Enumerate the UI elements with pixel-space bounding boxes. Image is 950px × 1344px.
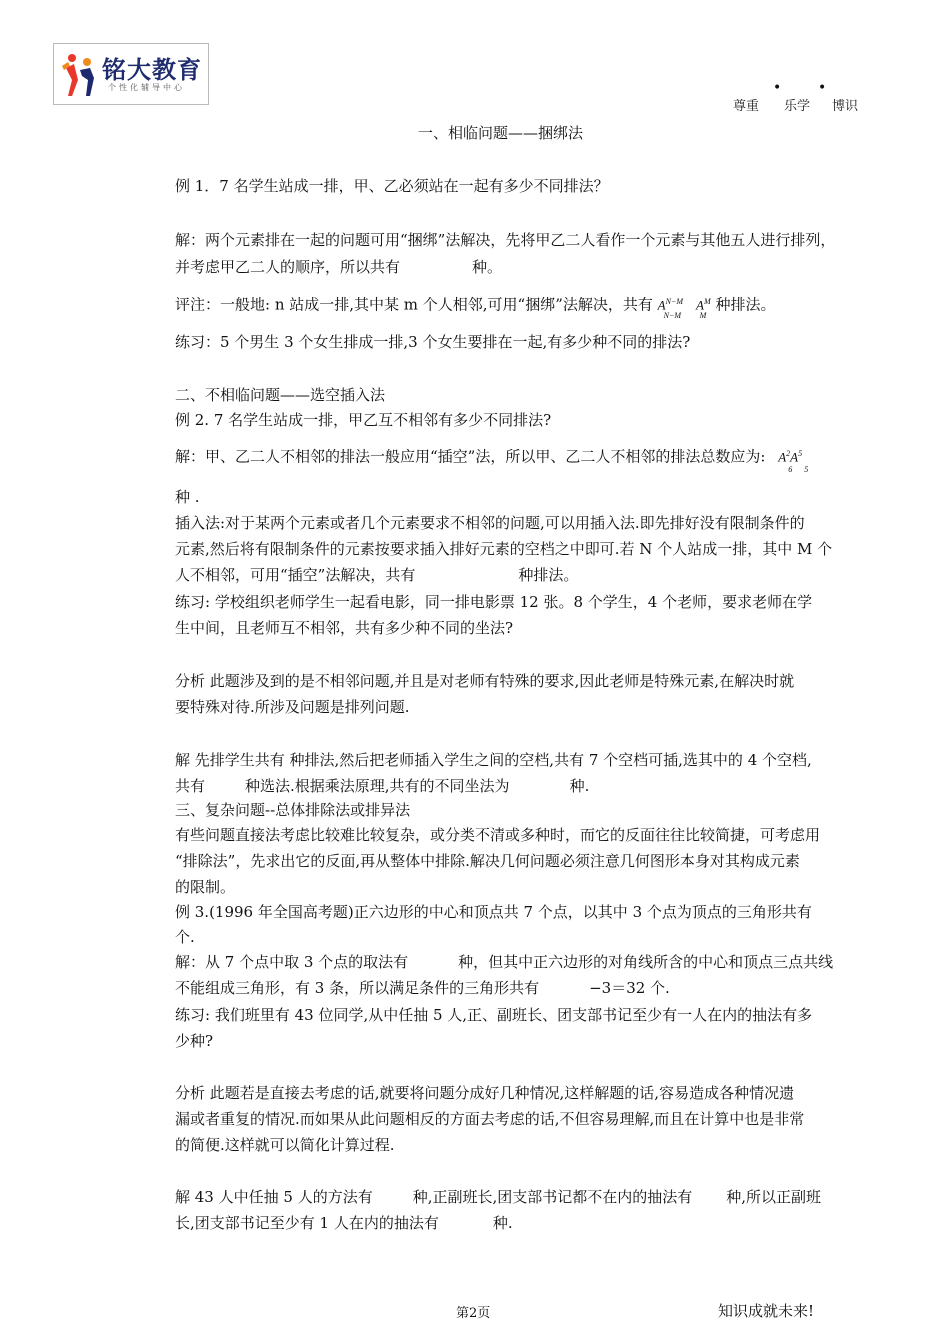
logo-text: 铭大教育 [102, 56, 202, 84]
comment-1-text-b: 种排法。 [715, 295, 776, 314]
analysis-3-line-1: 分析 此题若是直接去考虑的话,就要将问题分成好几种情况,这样解题的话,容易造成各种情况遗 [175, 1084, 795, 1102]
answer-2-line-1: 解 先排学生共有 种排法,然后把老师插入学生之间的空档,共有 7 个空档可插,选其中的 4 个空档, [175, 751, 812, 769]
solution-3-text-a: 解：从 7 个点中取 3 个点的取法有 [175, 953, 409, 971]
footer-slogan: 知识成就未来! [718, 1302, 815, 1320]
solution-1-text-b: 种。 [472, 258, 503, 276]
analysis-2-line-2: 要特殊对待.所涉及问题是排列问题. [175, 698, 410, 716]
insert-method-text-b: 种排法。 [518, 566, 579, 584]
section2-title: 二、不相临问题——选空插入法 [175, 386, 386, 404]
solution-1-line-2 [175, 256, 502, 278]
answer-2-line-2 [175, 775, 589, 797]
example-3-line-2: 个. [175, 928, 195, 946]
section3-title: 三、复杂问题--总体排除法或排异法 [175, 801, 411, 819]
solution-3-text-b: 种，但其中正六边形的对角线所含的中心和顶点三点共线 [458, 953, 834, 971]
intro-3-line-1: 有些问题直接法考虑比较难比较复杂，或分类不清或多种时，而它的反面往往比较简捷，可考虑用 [175, 826, 821, 844]
formula-insert: $A^2A^5$ 6 5 [778, 449, 809, 474]
formula-bundle: $A^{N-M}$ N−M $A^M$ M [657, 297, 711, 320]
practice-2-line-2: 生中间，且老师互不相邻，共有多少种不同的坐法? [175, 619, 514, 637]
answer-3-text-b: 种,正副班长,团支部书记都不在内的抽法有 [412, 1188, 693, 1206]
comment-1 [175, 291, 776, 320]
section1-title: 一、相临问题——捆绑法 [418, 124, 584, 142]
insert-method-line-3 [175, 564, 578, 586]
page-number: 第2页 [456, 1306, 491, 1321]
answer-3-line-1 [175, 1186, 821, 1208]
solution-2-end: 种 . [175, 488, 200, 506]
answer-3-line-2 [175, 1212, 513, 1234]
motto-knowledge: 博识 [832, 99, 859, 114]
solution-3-text-d: −3＝32 个. [589, 979, 670, 997]
intro-3-line-2: “排除法”，先求出它的反面,再从整体中排除.解决几何问题必须注意几何图形本身对其构成元素 [175, 852, 800, 870]
solution-3-line-1 [175, 951, 833, 973]
answer-2-text-c: 种. [569, 777, 590, 795]
answer-3-text-e: 种. [492, 1214, 513, 1232]
solution-3-text-c: 不能组成三角形，有 3 条，所以满足条件的三角形共有 [175, 979, 540, 997]
motto-respect: 尊重 [733, 99, 760, 114]
insert-method-text-a: 人不相邻，可用“插空”法解决，共有 [175, 566, 416, 584]
solution-2-text-a: 解：甲、乙二人不相邻的排法一般应用“插空”法，所以甲、乙二人不相邻的排法总数应为: [175, 447, 766, 466]
insert-method-line-2: 元素,然后将有限制条件的元素按要求插入排好元素的空档之中即可.若 N 个人站成一排，其中 M 个 [175, 540, 833, 558]
logo [53, 43, 209, 105]
answer-3-text-d: 长,团支部书记至少有 1 人在内的抽法有 [175, 1214, 439, 1232]
analysis-2-line-1: 分析 此题涉及到的是不相邻问题,并且是对老师有特殊的要求,因此老师是特殊元素,在解决时就 [175, 672, 795, 690]
answer-3-text-c: 种,所以正副班 [726, 1188, 822, 1206]
answer-2-text-a: 共有 [175, 777, 206, 795]
practice-3-line-1: 练习: 我们班里有 43 位同学,从中任抽 5 人,正、副班长、团支部书记至少有一人在内的抽法有多 [175, 1006, 813, 1024]
example-2: 例 2. 7 名学生站成一排，甲乙互不相邻有多少不同排法? [175, 411, 552, 429]
solution-2 [175, 443, 809, 474]
solution-1-line-1: 解：两个元素排在一起的问题可用“捆绑”法解决，先将甲乙二人看作一个元素与其他五人进行排列， [175, 231, 836, 249]
motto-dot-1: • [773, 80, 782, 96]
motto-enjoy: 乐学 [784, 99, 811, 114]
practice-2-line-1: 练习: 学校组织老师学生一起看电影，同一排电影票 12 张。8 个学生，4 个老师，要求老师在学 [175, 593, 813, 611]
solution-3-line-2 [175, 977, 670, 999]
intro-3-line-3: 的限制。 [175, 878, 236, 896]
example-1: 例 1．7 名学生站成一排，甲、乙必须站在一起有多少不同排法？ [175, 177, 609, 195]
logo-figure-icon [60, 50, 102, 100]
example-3-line-1: 例 3.(1996 年全国高考题)正六边形的中心和顶点共 7 个点，以其中 3 个点为顶点的三角形共有 [175, 903, 812, 921]
analysis-3-line-3: 的简便.这样就可以简化计算过程. [175, 1136, 395, 1154]
logo-subtitle: 个性化辅导中心 [108, 83, 185, 92]
comment-1-text-a: 评注：一般地: n 站成一排,其中某 m 个人相邻,可用“捆绑”法解决，共有 [175, 295, 653, 314]
insert-method-line-1: 插入法:对于某两个元素或者几个元素要求不相邻的问题,可以用插入法.即先排好没有限制条件的 [175, 514, 805, 532]
answer-2-text-b: 种选法.根据乘法原理,共有的不同坐法为 [245, 777, 510, 795]
practice-1: 练习：5 个男生 3 个女生排成一排,3 个女生要排在一起,有多少种不同的排法? [175, 333, 691, 351]
motto-dot-2: • [818, 80, 827, 96]
analysis-3-line-2: 漏或者重复的情况.而如果从此问题相反的方面去考虑的话,不但容易理解,而且在计算中也是非常 [175, 1110, 805, 1128]
solution-1-text-a: 并考虑甲乙二人的顺序，所以共有 [175, 258, 401, 276]
answer-3-text-a: 解 43 人中任抽 5 人的方法有 [175, 1188, 373, 1206]
practice-3-line-2: 少种? [175, 1032, 214, 1050]
